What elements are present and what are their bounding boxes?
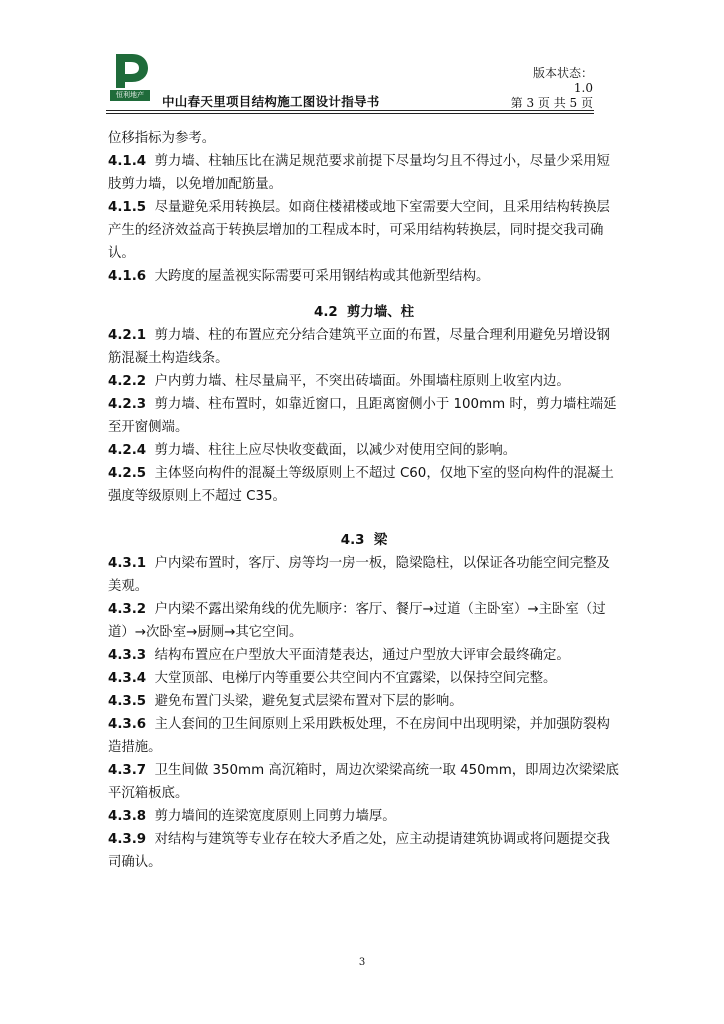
paragraph: 4.3.1 户内梁布置时，客厅、房等均一房一板，隐梁隐柱，以保证各功能空间完整及美观。 [108, 556, 610, 594]
section-heading: 4.3 梁 [340, 533, 388, 548]
paragraph: 4.2.1 剪力墙、柱的布置应充分结合建筑平立面的布置，尽量合理利用避免另增设钢筋混凝土构造线条。 [108, 328, 610, 366]
paragraph: 4.3.5 避免布置门头梁，避免复式层梁布置对下层的影响。 [108, 694, 463, 709]
paragraph: 位移指标为参考。 [108, 131, 216, 146]
version-label: 版本状态： [532, 66, 593, 80]
header-rule-top [106, 110, 594, 111]
page-number: 3 [358, 957, 366, 968]
clause-number: 4.3.7 [108, 763, 147, 778]
version-value: 1.0 [573, 81, 593, 95]
clause-number: 4.3.3 [108, 648, 147, 663]
clause-number: 4.3.5 [108, 694, 147, 709]
company-logo [108, 48, 152, 102]
paragraph: 4.3.9 对结构与建筑等专业存在较大矛盾之处，应主动提请建筑协调或将问题提交我司确认。 [108, 832, 610, 870]
paragraph: 4.2.3 剪力墙、柱布置时，如靠近窗口，且距离窗侧小于 100mm 时，剪力墙柱端延至开窗侧端。 [108, 397, 617, 435]
clause-number: 4.1.6 [108, 269, 147, 284]
section-heading: 4.2 剪力墙、柱 [314, 305, 414, 320]
paragraph: 4.1.4 剪力墙、柱轴压比在满足规范要求前提下尽量均匀且不得过小，尽量少采用短肢剪力墙，以免增加配筋量。 [108, 154, 610, 192]
clause-number: 4.3.1 [108, 556, 147, 571]
paragraph: 4.2.4 剪力墙、柱往上应尽快收变截面，以减少对使用空间的影响。 [108, 443, 517, 458]
paragraph: 4.3.4 大堂顶部、电梯厅内等重要公共空间内不宜露梁，以保持空间完整。 [108, 671, 557, 686]
clause-number: 4.2.5 [108, 466, 147, 481]
paragraph: 4.1.6 大跨度的屋盖视实际需要可采用钢结构或其他新型结构。 [108, 269, 490, 284]
clause-number: 4.3.9 [108, 832, 147, 847]
clause-number: 4.3.6 [108, 717, 147, 732]
paragraph: 4.3.6 主人套间的卫生间原则上采用跌板处理，不在房间中出现明梁，并加强防裂构造措施。 [108, 717, 610, 755]
paragraph: 4.3.8 剪力墙间的连梁宽度原则上同剪力墙厚。 [108, 809, 396, 824]
page-info: 第 3 页 共 5 页 [510, 96, 593, 110]
clause-number: 4.2.1 [108, 328, 147, 343]
clause-number: 4.3.8 [108, 809, 147, 824]
clause-number: 4.2.3 [108, 397, 147, 412]
paragraph: 4.1.5 尽量避免采用转换层。如商住楼裙楼或地下室需要大空间，且采用结构转换层产生的经济效益高于转换层增加的工程成本时，可采用结构转换层，同时提交我司确认。 [108, 200, 610, 261]
clause-number: 4.2.4 [108, 443, 147, 458]
header-rule-bottom [106, 113, 594, 114]
clause-number: 4.3.2 [108, 602, 147, 617]
clause-number: 4.3.4 [108, 671, 147, 686]
header-meta [511, 66, 593, 111]
clause-number: 4.1.4 [108, 154, 147, 169]
paragraph: 4.3.3 结构布置应在户型放大平面清楚表达，通过户型放大评审会最终确定。 [108, 648, 570, 663]
clause-number: 4.2.2 [108, 374, 147, 389]
logo-text: 恒利地产 [116, 91, 144, 99]
paragraph: 4.2.5 主体竖向构件的混凝土等级原则上不超过 C60，仅地下室的竖向构件的混凝土强度等级原则上不超过 C35。 [108, 466, 614, 504]
paragraph: 4.2.2 户内剪力墙、柱尽量扁平，不突出砖墙面。外围墙柱原则上收室内边。 [108, 374, 570, 389]
paragraph: 4.3.7 卫生间做 350mm 高沉箱时，周边次梁梁高统一取 450mm，即周边次梁梁底平沉箱板底。 [108, 763, 619, 801]
document-title: 中山春天里项目结构施工图设计指导书 [162, 94, 380, 109]
clause-number: 4.1.5 [108, 200, 147, 215]
document-body [108, 127, 620, 874]
paragraph: 4.3.2 户内梁不露出梁角线的优先顺序：客厅、餐厅→过道（主卧室）→主卧室（过道）→次卧室→厨厕→其它空间。 [108, 602, 606, 640]
